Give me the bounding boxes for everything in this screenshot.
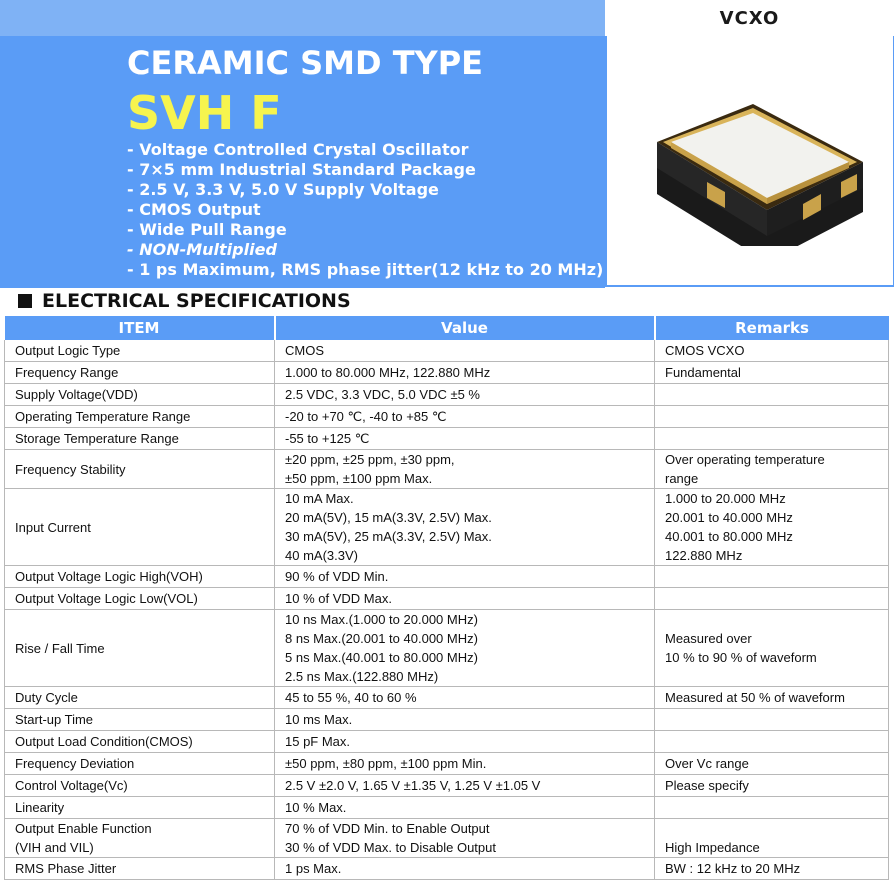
value-text: ±50 ppm, ±80 ppm, ±100 ppm Min. xyxy=(285,756,487,771)
remarks-cell xyxy=(655,566,889,588)
item-text: Start-up Time xyxy=(15,712,94,727)
value-text: 20 mA(5V), 15 mA(3.3V, 2.5V) Max. xyxy=(285,510,492,525)
table-row xyxy=(5,753,889,775)
item-cell xyxy=(5,797,275,819)
item-text: Control Voltage(Vc) xyxy=(15,778,128,793)
table-row xyxy=(5,588,889,610)
table-row xyxy=(5,709,889,731)
value-text: 30 mA(5V), 25 mA(3.3V, 2.5V) Max. xyxy=(285,529,492,544)
table-row xyxy=(5,610,889,687)
feature-item: - 7×5 mm Industrial Standard Package xyxy=(127,160,476,179)
table-row xyxy=(5,731,889,753)
value-cell xyxy=(275,489,655,566)
remarks-cell xyxy=(655,819,889,858)
column-header-item: ITEM xyxy=(5,316,275,340)
value-cell xyxy=(275,566,655,588)
item-cell xyxy=(5,362,275,384)
value-cell xyxy=(275,428,655,450)
remarks-cell xyxy=(655,450,889,489)
remarks-cell xyxy=(655,775,889,797)
item-cell xyxy=(5,731,275,753)
remarks-text: 40.001 to 80.000 MHz xyxy=(665,529,793,544)
value-text: 15 pF Max. xyxy=(285,734,351,749)
item-cell xyxy=(5,819,275,858)
value-text: 10 ns Max.(1.000 to 20.000 MHz) xyxy=(285,612,478,627)
item-text: Input Current xyxy=(15,519,91,535)
item-text: Storage Temperature Range xyxy=(15,431,179,446)
item-text: (VIH and VIL) xyxy=(15,840,94,855)
remarks-text: CMOS VCXO xyxy=(665,343,745,358)
remarks-cell xyxy=(655,753,889,775)
item-text: Output Voltage Logic High(VOH) xyxy=(15,569,203,584)
remarks-text: Measured at 50 % of waveform xyxy=(665,690,845,705)
remarks-cell xyxy=(655,340,889,362)
remarks-text: Over operating temperature xyxy=(665,452,825,467)
table-row xyxy=(5,819,889,858)
table-row xyxy=(5,362,889,384)
value-cell xyxy=(275,687,655,709)
remarks-cell xyxy=(655,731,889,753)
table-row xyxy=(5,406,889,428)
item-text: Output Enable Function xyxy=(15,821,152,836)
feature-item: - Wide Pull Range xyxy=(127,220,287,239)
remarks-text: Fundamental xyxy=(665,365,741,380)
value-text: 40 mA(3.3V) xyxy=(285,548,358,563)
item-cell xyxy=(5,610,275,687)
value-text: 10 mA Max. xyxy=(285,491,354,506)
column-header-remarks: Remarks xyxy=(655,316,889,340)
oscillator-package-image xyxy=(627,86,867,246)
value-cell xyxy=(275,797,655,819)
item-cell xyxy=(5,406,275,428)
value-text: 1.000 to 80.000 MHz, 122.880 MHz xyxy=(285,365,491,380)
remarks-text: BW : 12 kHz to 20 MHz xyxy=(665,861,801,876)
value-cell xyxy=(275,731,655,753)
item-cell xyxy=(5,588,275,610)
item-cell xyxy=(5,450,275,489)
feature-item: - 1 ps Maximum, RMS phase jitter(12 kHz to 20 MHz) xyxy=(127,260,604,279)
table-row xyxy=(5,775,889,797)
value-text: 2.5 ns Max.(122.880 MHz) xyxy=(285,669,439,684)
remarks-cell xyxy=(655,588,889,610)
item-text: Frequency Range xyxy=(15,365,119,380)
remarks-cell xyxy=(655,406,889,428)
value-text: 10 % Max. xyxy=(285,800,347,815)
product-image-frame xyxy=(605,36,894,287)
specification-table xyxy=(4,316,889,880)
item-cell xyxy=(5,687,275,709)
value-cell xyxy=(275,340,655,362)
item-cell xyxy=(5,384,275,406)
remarks-cell xyxy=(655,709,889,731)
remarks-text: Please specify xyxy=(665,778,749,793)
remarks-text: 1.000 to 20.000 MHz xyxy=(665,491,786,506)
item-cell xyxy=(5,709,275,731)
section-title: ELECTRICAL SPECIFICATIONS xyxy=(42,290,351,312)
value-cell xyxy=(275,819,655,858)
item-text: Linearity xyxy=(15,800,65,815)
item-text: RMS Phase Jitter xyxy=(15,861,117,876)
item-cell xyxy=(5,489,275,566)
feature-item: - 2.5 V, 3.3 V, 5.0 V Supply Voltage xyxy=(127,180,439,199)
value-cell xyxy=(275,406,655,428)
item-cell xyxy=(5,858,275,880)
item-cell xyxy=(5,753,275,775)
value-text: 10 % of VDD Max. xyxy=(285,591,392,606)
table-row xyxy=(5,450,889,489)
table-row xyxy=(5,566,889,588)
item-text: Duty Cycle xyxy=(15,690,78,705)
item-text: Output Load Condition(CMOS) xyxy=(15,734,193,749)
value-text: 2.5 VDC, 3.3 VDC, 5.0 VDC ±5 % xyxy=(285,387,480,402)
remarks-text: Over Vc range xyxy=(665,756,749,771)
table-row xyxy=(5,797,889,819)
item-text: Rise / Fall Time xyxy=(15,640,105,656)
value-text: -55 to +125 ℃ xyxy=(285,431,370,446)
value-cell xyxy=(275,610,655,687)
table-row xyxy=(5,340,889,362)
value-text: -20 to +70 ℃, -40 to +85 ℃ xyxy=(285,409,447,424)
value-text: 1 ps Max. xyxy=(285,861,342,876)
value-text: CMOS xyxy=(285,343,324,358)
feature-item: - CMOS Output xyxy=(127,200,261,219)
value-cell xyxy=(275,858,655,880)
product-subtitle: CERAMIC SMD TYPE xyxy=(127,44,484,82)
remarks-cell xyxy=(655,384,889,406)
remarks-text: 122.880 MHz xyxy=(665,548,743,563)
value-text: 70 % of VDD Min. to Enable Output xyxy=(285,821,490,836)
remarks-cell xyxy=(655,797,889,819)
item-cell xyxy=(5,340,275,362)
value-text: 2.5 V ±2.0 V, 1.65 V ±1.35 V, 1.25 V ±1.05 V xyxy=(285,778,541,793)
value-cell xyxy=(275,450,655,489)
remarks-cell xyxy=(655,489,889,566)
remarks-text: Measured over xyxy=(665,631,752,646)
item-text: Operating Temperature Range xyxy=(15,409,191,424)
value-text: 5 ns Max.(40.001 to 80.000 MHz) xyxy=(285,650,478,665)
value-cell xyxy=(275,384,655,406)
value-cell xyxy=(275,753,655,775)
table-row xyxy=(5,384,889,406)
remarks-cell xyxy=(655,610,889,687)
item-text: Supply Voltage(VDD) xyxy=(15,387,138,402)
table-row xyxy=(5,687,889,709)
value-cell xyxy=(275,775,655,797)
feature-item: - Voltage Controlled Crystal Oscillator xyxy=(127,140,469,159)
table-row xyxy=(5,489,889,566)
remarks-cell xyxy=(655,687,889,709)
item-cell xyxy=(5,775,275,797)
section-header xyxy=(18,290,351,312)
item-text: Frequency Stability xyxy=(15,461,126,477)
value-text: 45 to 55 %, 40 to 60 % xyxy=(285,690,417,705)
remarks-cell xyxy=(655,428,889,450)
value-text: 8 ns Max.(20.001 to 40.000 MHz) xyxy=(285,631,478,646)
remarks-text: 20.001 to 40.000 MHz xyxy=(665,510,793,525)
value-text: ±50 ppm, ±100 ppm Max. xyxy=(285,471,433,486)
remarks-cell xyxy=(655,362,889,384)
feature-list xyxy=(127,140,603,280)
value-cell xyxy=(275,588,655,610)
product-model: SVH F xyxy=(127,86,282,140)
value-text: ±20 ppm, ±25 ppm, ±30 ppm, xyxy=(285,452,455,467)
value-text: 90 % of VDD Min. xyxy=(285,569,389,584)
item-cell xyxy=(5,428,275,450)
item-cell xyxy=(5,566,275,588)
remarks-text: 10 % to 90 % of waveform xyxy=(665,650,817,665)
table-header-row xyxy=(5,316,889,340)
item-text: Frequency Deviation xyxy=(15,756,135,771)
remarks-text: range xyxy=(665,471,699,486)
value-cell xyxy=(275,362,655,384)
item-text: Output Voltage Logic Low(VOL) xyxy=(15,591,198,606)
table-row xyxy=(5,858,889,880)
feature-item: - NON-Multiplied xyxy=(127,240,277,259)
table-row xyxy=(5,428,889,450)
value-cell xyxy=(275,709,655,731)
category-label: VCXO xyxy=(605,0,894,36)
value-text: 10 ms Max. xyxy=(285,712,353,727)
item-text: Output Logic Type xyxy=(15,343,121,358)
square-bullet-icon xyxy=(18,294,32,308)
value-text: 30 % of VDD Max. to Disable Output xyxy=(285,840,496,855)
remarks-text: High Impedance xyxy=(665,840,760,855)
remarks-cell xyxy=(655,858,889,880)
column-header-value: Value xyxy=(275,316,655,340)
